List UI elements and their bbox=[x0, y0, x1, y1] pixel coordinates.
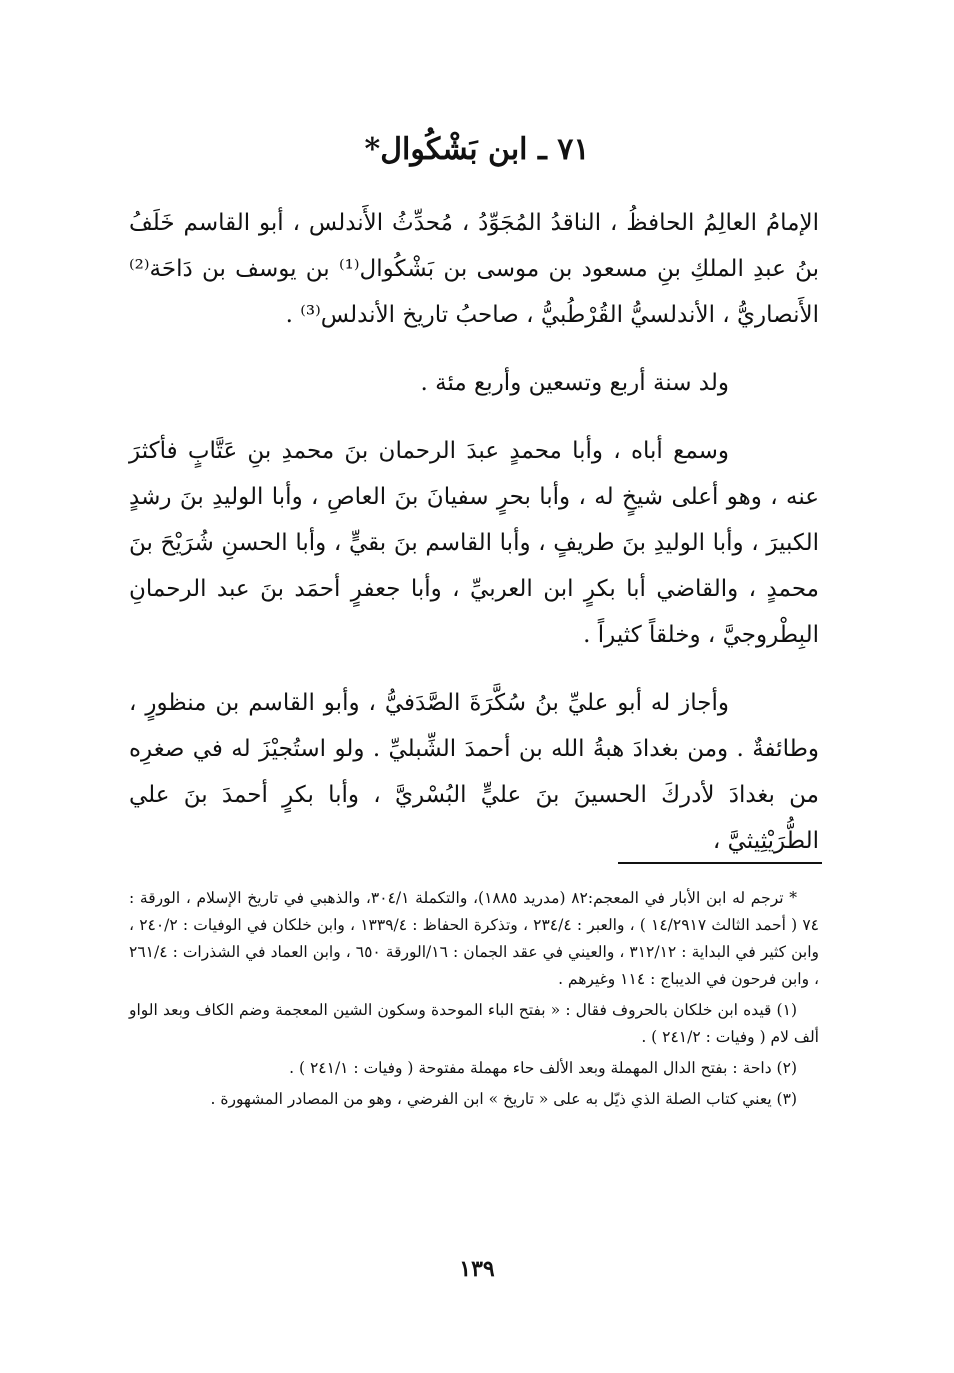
footnote-3: (٣) يعني كتاب الصلة الذي ذيّل به على « تاريخ » ابن الفرضي ، وهو من المصادر المشهورة . bbox=[210, 1090, 797, 1108]
footnotes bbox=[129, 885, 819, 1117]
paragraph-intro: الإمامُ العالِمُ الحافظُ ، الناقدُ المُجَوِّدُ ، مُحدِّثُ الأَندلس ، أبو القاسم خَلَفُ بنُ عبدِ الملكِ بنِ مسعود بن موسى بن بَشْكُوال⁽¹⁾ بن يوسف بن دَاحَة⁽²⁾ الأَنصاريُّ ، الأندلسيُّ القُرْطُبيُّ ، صاحبُ تاريخ الأندلس⁽³⁾ . bbox=[129, 210, 820, 328]
chapter-title: ٧١ ـ ابن بَشْكُوال* bbox=[364, 132, 590, 167]
footnote-2: (٢) داحة : بفتح الدال المهملة وبعد الألف حاء مهملة مفتوحة ( وفيات : ٢٤١/١ ) . bbox=[289, 1059, 797, 1077]
paragraph-teachers: وسمع أباه ، وأبا محمدٍ عبدَ الرحمان بنَ محمدِ بنِ عَتَّابٍ فأكثرَ عنه ، وهو أعلى شيخٍ له ، وأبا بحرٍ سفيانَ بنَ العاصِ ، وأبا الوليدِ بنَ رشدٍ الكبيرَ ، وأبا الوليدِ بنَ طريفٍ ، وأبا القاسم بنَ بقيٍّ ، وأبا الحسنِ شُرَيْحَ بنَ محمدٍ ، والقاضي أبا بكرٍ ابن العربيِّ ، وأبا جعفرٍ أحمَد بنَ عبد الرحمانِ البِطْروجيَّ ، وخلقاً كثيراً . bbox=[129, 438, 819, 648]
footnote-sources: * ترجم له ابن الأبار في المعجم:٨٢ (مدريد ١٨٨٥)، والتكملة ٣٠٤/١، والذهبي في تاريخ الإسلام ، الورقة : ٧٤ ( أحمد الثالث ١٤/٢٩١٧ ) ، والعبر : ٢٣٤/٤ ، وتذكرة الحفاظ : ١٣٣٩/٤ ، وابن خلكان في الوفيات : ٢٤٠/٢ ، وابن كثير في البداية : ٣١٢/١٢ ، والعيني في عقد الجمان : ١٦/الورقة ٦٥٠ ، وابن العماد في الشذرات : ٢٦١/٤ ، وابن فرحون في الديباج : ١١٤ وغيرهم . bbox=[129, 889, 820, 988]
page-number: ١٣٩ bbox=[459, 1256, 495, 1282]
paragraph-birth: ولد سنة أربع وتسعين وأربع مئة . bbox=[420, 370, 729, 396]
footnote-divider bbox=[618, 862, 822, 864]
main-text bbox=[129, 200, 819, 886]
paragraph-ijaza: وأجاز له أبو عليِّ بنُ سُكَّرَةَ الصَّدَفيُّ ، وأبو القاسم بن منظورٍ ، وطائفةٌ . ومن بغدادَ هبةُ الله بن أحمدَ الشِّبليِّ . ولو استُجيْزَ له في صغرِه من بغدادَ لأدركَ الحسينَ بنَ عليٍّ البُسْريَّ ، وأبا بكرٍ أحمدَ بنَ علي الطُّرَيْثِيثيَّ ، bbox=[129, 690, 819, 854]
footnote-1: (١) قيده ابن خلكان بالحروف فقال : « بفتح الباء الموحدة وسكون الشين المعجمة وضم الكاف وبعد الواو ألف لام ( وفيات : ٢٤١/٢ ) . bbox=[129, 1001, 819, 1046]
